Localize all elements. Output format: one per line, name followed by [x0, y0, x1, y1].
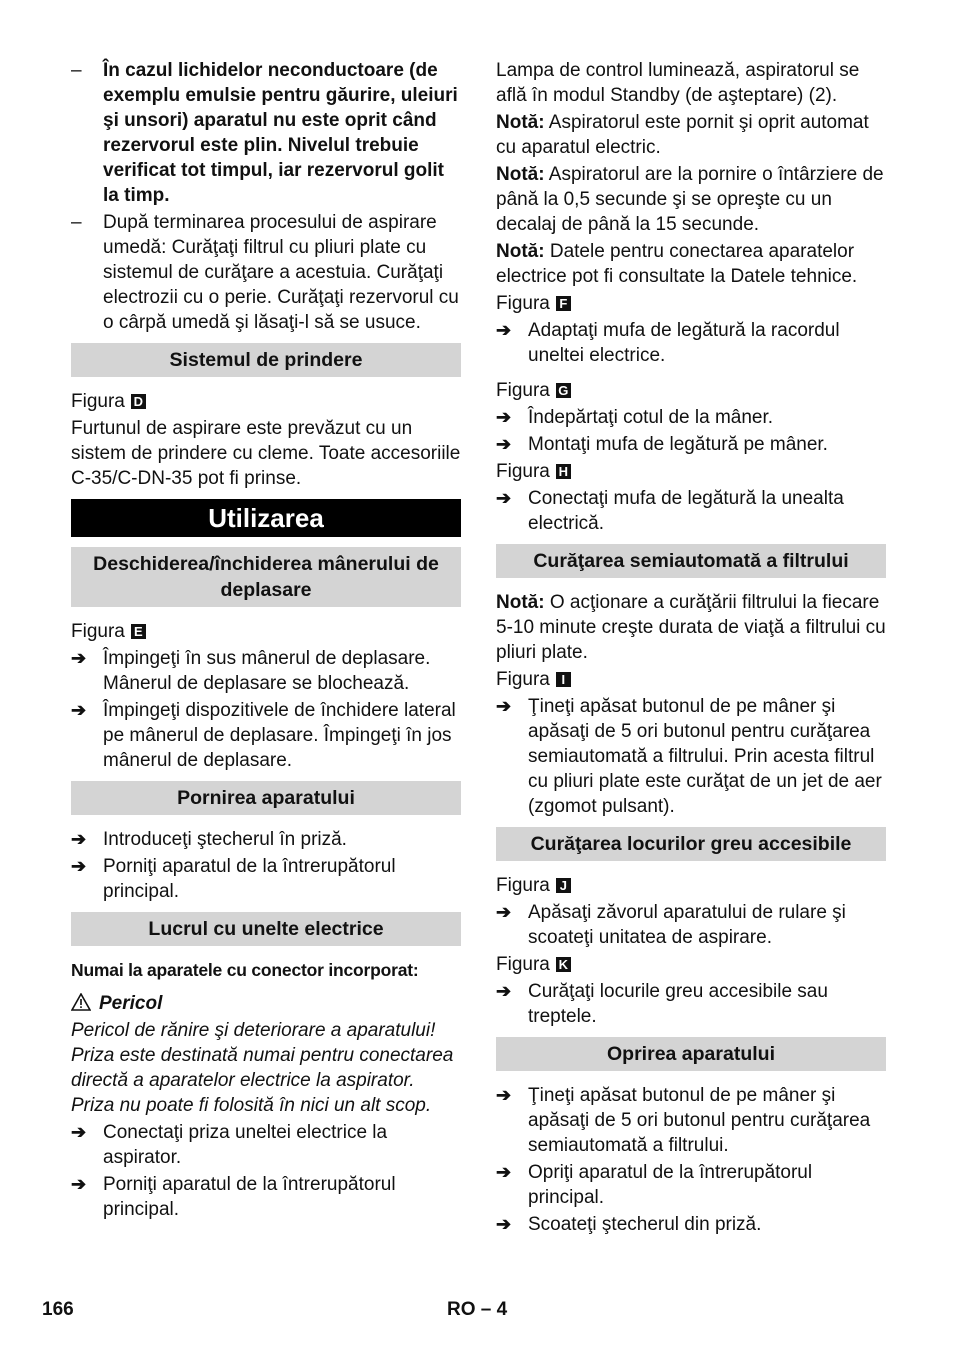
section-heading-semiauto: Curăţarea semiautomată a filtrului	[496, 544, 886, 578]
dash-list-item	[71, 58, 461, 208]
figure-letter-badge: D	[131, 394, 146, 409]
figure-reference-d: Figura D	[71, 389, 461, 414]
warning-paragraph: În cazul lichidelor neconductoare (de exemplu emulsie pentru găurire, uleiuri şi unsori) aparatul nu este oprit când rezervorul este plin. Nivelul trebuie verificat tot timpul, iar rezervorul golit la timp.	[103, 60, 458, 206]
figure-reference-j: Figura J	[496, 873, 886, 898]
step-item: ➔ Montaţi mufa de legătură pe mâner.	[496, 434, 828, 455]
warning-triangle-icon	[71, 993, 91, 1011]
arrow-icon: ➔	[71, 1174, 87, 1194]
right-column	[496, 58, 886, 1239]
step-item: ➔ Porniţi aparatul de la întrerupătorul principal.	[71, 1174, 396, 1220]
section-heading-unelte: Lucrul cu unelte electrice	[71, 912, 461, 946]
step-item: ➔ Conectaţi priza uneltei electrice la aspirator.	[71, 1122, 388, 1168]
step-item: ➔ Porniţi aparatul de la întrerupătorul principal.	[71, 856, 396, 902]
arrow-icon: ➔	[496, 902, 512, 922]
arrow-icon: ➔	[496, 320, 512, 340]
figure-reference-k: Figura K	[496, 952, 886, 977]
step-item: ➔ Adaptaţi mufa de legătură la racordul uneltei electrice.	[496, 320, 840, 366]
section-heading-pornire: Pornirea aparatului	[71, 781, 461, 815]
note-paragraph: Notă: O acţionare a curăţării filtrului la fiecare 5-10 minute creşte durata de viaţă a filtrului cu pliuri plate.	[496, 592, 886, 663]
figure-reference-g: Figura G	[496, 378, 886, 403]
dash-list-item	[71, 210, 461, 335]
figure-reference-i: Figura I	[496, 667, 886, 692]
step-item: ➔ Ţineţi apăsat butonul de pe mâner şi apăsaţi de 5 ori butonul pentru curăţarea semiautomată a filtrului.	[496, 1085, 871, 1156]
step-item: ➔ Introduceţi ştecherul în priză.	[71, 829, 347, 850]
instruction-paragraph: După terminarea procesului de aspirare umedă: Curăţaţi filtrul cu pliuri plate cu sistemul de curăţare a acestuia. Curăţaţi electrozii cu o perie. Curăţaţi rezervorul cu o cârpă umedă şi lăsaţi-l să se usuce.	[103, 212, 459, 333]
figure-letter-badge: K	[556, 957, 571, 972]
section-footer-label: RO – 4	[447, 1299, 508, 1320]
dash-bullet: –	[71, 60, 82, 81]
chapter-heading-utilizarea: Utilizarea	[71, 499, 461, 537]
step-item: ➔ Împingeţi dispozitivele de închidere lateral pe mânerul de deplasare. Împingeţi în jos mânerul de deplasare.	[71, 700, 456, 771]
step-item: ➔ Îndepărtaţi cotul de la mâner.	[496, 407, 774, 428]
step-item: ➔ Opriţi aparatul de la întrerupătorul principal.	[496, 1162, 813, 1208]
arrow-icon: ➔	[71, 856, 87, 876]
arrow-icon: ➔	[71, 829, 87, 849]
figure-letter-badge: G	[556, 383, 571, 398]
arrow-icon: ➔	[496, 981, 512, 1001]
figure-reference-f: Figura F	[496, 291, 886, 316]
section-heading-prindere: Sistemul de prindere	[71, 343, 461, 377]
arrow-icon: ➔	[496, 1162, 512, 1182]
arrow-icon: ➔	[496, 488, 512, 508]
figure-letter-badge: I	[556, 672, 571, 687]
step-item: ➔ Scoateţi ştecherul din priză.	[496, 1214, 762, 1235]
note-paragraph: Notă: Aspiratorul are la pornire o întârziere de până la 0,5 secunde şi se opreşte cu un decalaj de până la 15 secunde.	[496, 164, 884, 235]
step-item: ➔ Ţineţi apăsat butonul de pe mâner şi apăsaţi de 5 ori butonul pentru curăţarea semiautomată a filtrului. Prin acesta filtrul cu pliuri plate este curăţat de un jet de aer (zgomot pulsant).	[496, 696, 882, 817]
prindere-paragraph: Furtunul de aspirare este prevăzut cu un sistem de prindere cu cleme. Toate accesoriile C-35/C-DN-35 pot fi prinse.	[71, 418, 461, 489]
arrow-icon: ➔	[71, 700, 87, 720]
note-paragraph: Notă: Aspiratorul este pornit şi oprit automat cu aparatul electric.	[496, 112, 869, 158]
danger-title: Pericol	[71, 991, 461, 1016]
danger-text: Pericol de rănire şi deteriorare a aparatului! Priza este destinată numai pentru conectarea directă a aparatelor electrice la aspirator. Priza nu poate fi folosită în nici un alt scop.	[71, 1020, 454, 1116]
arrow-icon: ➔	[71, 648, 87, 668]
arrow-icon: ➔	[496, 1085, 512, 1105]
step-item: ➔ Împingeţi în sus mânerul de deplasare. Mânerul de deplasare se blochează.	[71, 648, 431, 694]
arrow-icon: ➔	[496, 1214, 512, 1234]
section-heading-locuri: Curăţarea locurilor greu accesibile	[496, 827, 886, 861]
lamp-paragraph: Lampa de control luminează, aspiratorul se află în modul Standby (de aşteptare) (2).	[496, 60, 860, 106]
left-column	[71, 58, 461, 1224]
step-item: ➔ Apăsaţi zăvorul aparatului de rulare şi scoateţi unitatea de aspirare.	[496, 902, 846, 948]
dash-bullet: –	[71, 212, 82, 233]
arrow-icon: ➔	[496, 434, 512, 454]
step-item: ➔ Curăţaţi locurile greu accesibile sau treptele.	[496, 981, 828, 1027]
figure-letter-badge: H	[556, 464, 571, 479]
note-paragraph: Notă: Datele pentru conectarea aparatelor electrice pot fi consultate la Datele tehnice.	[496, 241, 858, 287]
arrow-icon: ➔	[496, 407, 512, 427]
figure-reference-e: Figura E	[71, 619, 461, 644]
arrow-icon: ➔	[71, 1122, 87, 1142]
figure-letter-badge: E	[131, 624, 146, 639]
connector-note: Numai la aparatele cu conector incorporat:	[71, 960, 419, 980]
figure-reference-h: Figura H	[496, 459, 886, 484]
arrow-icon: ➔	[496, 696, 512, 716]
section-heading-oprire: Oprirea aparatului	[496, 1037, 886, 1071]
section-heading-maner: Deschiderea/închiderea mânerului de deplasare	[71, 547, 461, 607]
figure-letter-badge: J	[556, 878, 571, 893]
figure-letter-badge: F	[556, 296, 571, 311]
step-item: ➔ Conectaţi mufa de legătură la unealta electrică.	[496, 488, 844, 534]
page-number: 166	[42, 1299, 74, 1320]
